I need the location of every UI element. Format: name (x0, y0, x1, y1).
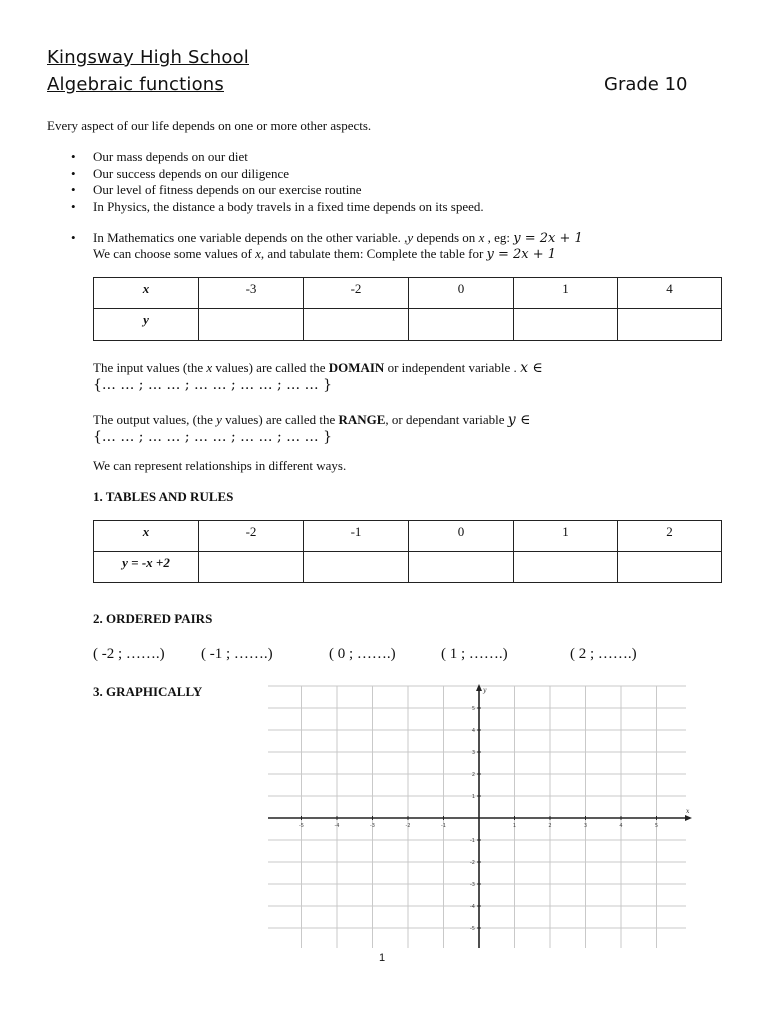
ordered-pair: ( -2 ; …….) (93, 646, 165, 662)
y-axis-arrow (476, 684, 482, 691)
math-line1-text2: depends on (413, 230, 479, 245)
grid-lines (268, 686, 686, 948)
y-axis-label: y (483, 687, 487, 694)
x-tick-label: -5 (299, 823, 304, 829)
table-cell: 2 (618, 521, 722, 552)
table-cell: 0 (409, 521, 514, 552)
page-number: 1 (379, 952, 386, 964)
section-tables-and-rules: 1. TABLES AND RULES (93, 489, 234, 504)
y-tick-label: -3 (470, 882, 475, 888)
x-tick-label: 4 (619, 823, 623, 829)
topic-title: Algebraic functions (47, 74, 224, 95)
example-equation: y = 2x + 1 (513, 231, 583, 246)
y-tick-label: -4 (470, 904, 475, 910)
y-tick-label: -2 (470, 860, 475, 866)
table-blank-cell[interactable] (199, 309, 304, 341)
x-tick-label: -1 (441, 823, 446, 829)
intro-text: Every aspect of our life depends on one or more other aspects. (47, 118, 372, 133)
list-item: • In Physics, the distance a body travels in a fixed time depends on its speed. (93, 199, 484, 216)
section-graphically: 3. GRAPHICALLY (93, 684, 203, 699)
x-axis-label: x (686, 808, 690, 815)
range-var: y ∈ (507, 412, 531, 428)
y-tick-label: -5 (470, 926, 475, 932)
table-cell: -2 (304, 278, 409, 309)
math-bullet-line2 (93, 246, 556, 263)
math-line1-text3: , eg: (484, 230, 514, 245)
represent-text: We can represent relationships in different ways. (93, 458, 347, 473)
domain-text-a: The input values (the (93, 360, 207, 375)
table-cell: -2 (199, 521, 304, 552)
table-cell: 1 (514, 521, 618, 552)
range-text-c: , or dependant variable (385, 412, 508, 427)
table-blank-cell[interactable] (409, 309, 514, 341)
ordered-pair: ( 0 ; …….) (329, 646, 396, 662)
domain-keyword: DOMAIN (328, 360, 385, 375)
grade-label: Grade 10 (604, 74, 688, 95)
range-set: {… … ; … … ; … … ; … … ; … … } (93, 429, 332, 445)
table-blank-cell[interactable] (199, 552, 304, 583)
x-tick-label: -3 (370, 823, 375, 829)
domain-text-c: or independent variable . (384, 360, 521, 375)
x-tick-label: -2 (405, 823, 411, 829)
x-axis-arrow (685, 815, 692, 821)
domain-set: {… … ; … … ; … … ; … … ; … … } (93, 377, 332, 393)
table-blank-cell[interactable] (304, 552, 409, 583)
math-var-y: y (407, 230, 414, 245)
list-item: • Our mass depends on our diet (93, 149, 484, 166)
list-item: • Our level of fitness depends on our exercise routine (93, 182, 484, 199)
x-tick-label: -4 (334, 823, 340, 829)
range-text-b: values) are called the (221, 412, 339, 427)
domain-var: x ∈ (520, 360, 543, 376)
math-line2-text: We can choose some values of (93, 246, 256, 261)
dependency-list (93, 149, 484, 215)
math-var-x: x (255, 246, 261, 261)
y-tick-label: 2 (471, 772, 475, 778)
math-bullet-dot: • (71, 230, 76, 245)
table-blank-cell[interactable] (618, 552, 722, 583)
table-blank-cell[interactable] (618, 309, 722, 341)
table-cell: 4 (618, 278, 722, 309)
values-table-2 (93, 520, 722, 583)
table-cell: 1 (514, 278, 618, 309)
y-tick-label: 1 (471, 794, 475, 800)
table-blank-cell[interactable] (514, 552, 618, 583)
math-var-x: x (478, 230, 485, 245)
domain-var-x: x (206, 360, 213, 375)
ordered-pair: ( -1 ; …….) (201, 646, 273, 662)
y-tick-label: 5 (471, 706, 475, 712)
domain-text-b: values) are called the (212, 360, 329, 375)
x-tick-label: 1 (512, 823, 517, 829)
ordered-pair: ( 1 ; …….) (441, 646, 508, 662)
axes (268, 684, 692, 948)
y-tick-label: 3 (471, 750, 475, 756)
table-header-y: y (94, 309, 199, 341)
table-cell: -1 (304, 521, 409, 552)
table-blank-cell[interactable] (514, 309, 618, 341)
coordinate-grid[interactable] (266, 682, 696, 952)
table-equation: y = 2x + 1 (486, 247, 557, 262)
math-bullet-line1 (93, 230, 583, 247)
section-ordered-pairs: 2. ORDERED PAIRS (93, 611, 213, 626)
table-cell: 0 (409, 278, 514, 309)
ordered-pair: ( 2 ; …….) (570, 646, 637, 662)
domain-text (93, 360, 543, 376)
table-cell: -3 (199, 278, 304, 309)
table-header-x: x (94, 521, 199, 552)
range-keyword: RANGE (338, 412, 386, 427)
table-blank-cell[interactable] (304, 309, 409, 341)
x-tick-label: 5 (654, 823, 659, 829)
table-blank-cell[interactable] (409, 552, 514, 583)
y-tick-label: -1 (470, 838, 475, 844)
math-line2-text2: , and tabulate them: Complete the table for (260, 246, 487, 261)
math-line1-text: In Mathematics one variable depends on the other variable. , (93, 230, 408, 245)
list-item: • Our success depends on our diligence (93, 166, 484, 183)
table-header-rule: y = -x +2 (94, 552, 199, 583)
table-header-x: x (94, 278, 199, 309)
range-var-y: y (216, 412, 222, 427)
values-table-1 (93, 277, 722, 341)
x-tick-label: 3 (583, 823, 588, 829)
y-tick-label: 4 (471, 728, 475, 734)
school-name: Kingsway High School (47, 47, 249, 68)
x-tick-label: 2 (548, 823, 552, 829)
range-text-a: The output values, (the (93, 412, 217, 427)
range-text (93, 412, 531, 428)
